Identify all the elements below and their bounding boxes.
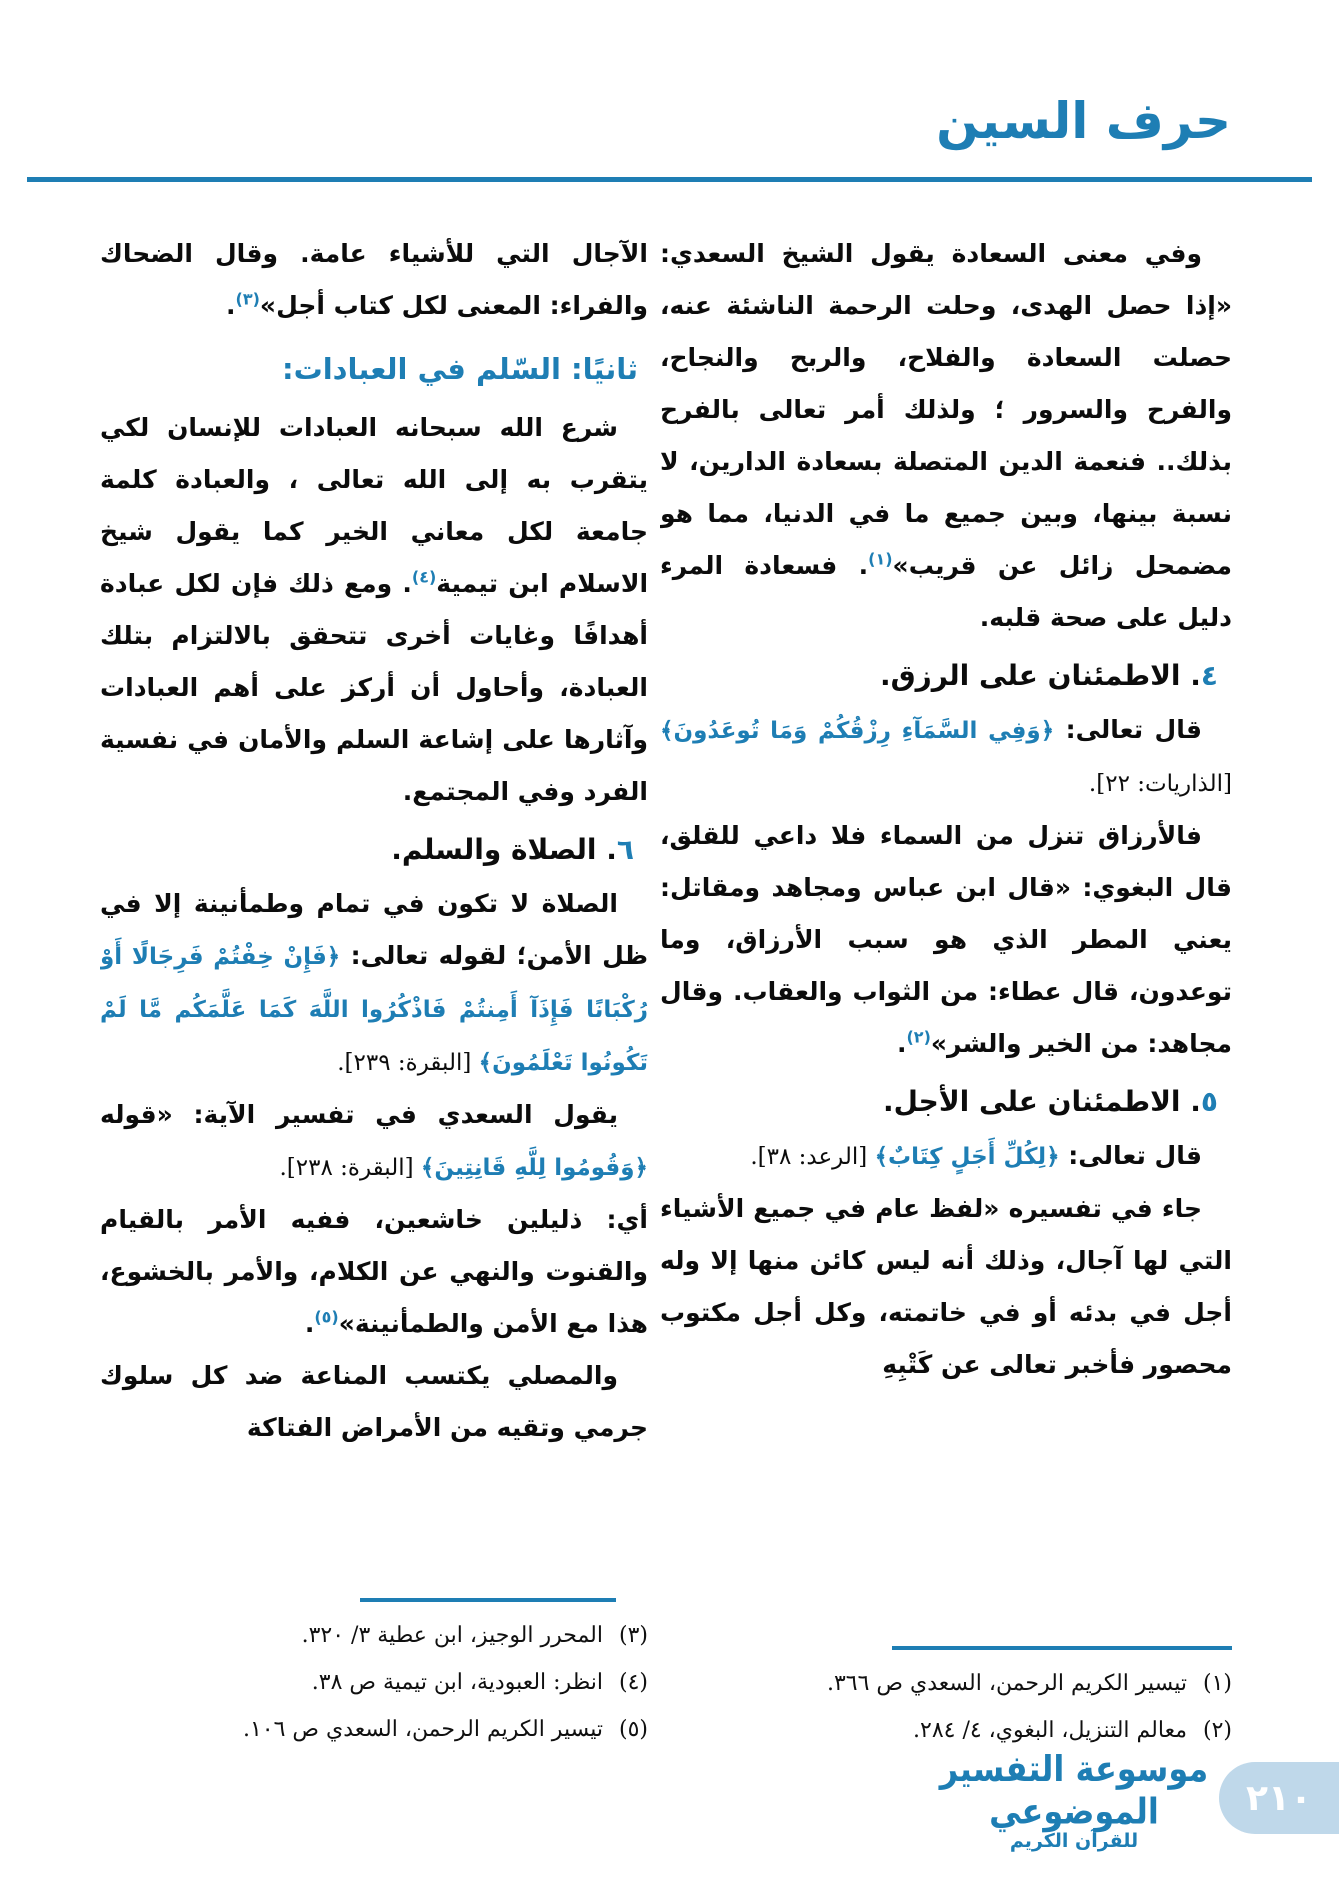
verse-reference: [البقرة: ٢٣٨]. — [279, 1155, 421, 1181]
footnote-number: (٢) — [1202, 1718, 1232, 1743]
footnote-item — [100, 1659, 648, 1706]
quran-verse: ﴿وَفِي السَّمَآءِ رِزْقُكُمْ وَمَا تُوعَدُونَ﴾ — [660, 718, 1055, 744]
heading-label: . الاطمئنان على الرزق. — [879, 659, 1201, 692]
publisher-logo — [919, 1747, 1229, 1852]
header-divider — [27, 177, 1312, 182]
page-number-badge: ٢١٠ — [1219, 1762, 1339, 1834]
heading-label: . الاطمئنان على الأجل. — [883, 1085, 1201, 1118]
footnote-marker: (١) — [868, 549, 893, 569]
footnote-divider — [892, 1646, 1232, 1650]
section-heading — [660, 1076, 1232, 1128]
footnotes-right — [660, 1646, 1232, 1754]
footnote-marker: (٢) — [906, 1027, 931, 1047]
paragraph-text: . فسعادة المرء دليل على صحة قلبه. — [660, 551, 1232, 632]
footnote-divider — [360, 1598, 616, 1602]
quran-verse: ﴿وَقُومُوا لِلَّهِ قَانِتِينَ﴾ — [420, 1155, 648, 1181]
footnote-number: (١) — [1202, 1671, 1232, 1696]
footnote-number: (٣) — [618, 1623, 648, 1648]
footnote-text: معالم التنزيل، البغوي، ٤/ ٢٨٤. — [913, 1718, 1187, 1743]
section-heading — [660, 650, 1232, 702]
footnote-marker: (٥) — [314, 1307, 339, 1327]
paragraph: جاء في تفسيره «لفظ عام في جميع الأشياء التي لها آجال، وذلك أنه ليس كائن منها إلا وله أجل في بدئه أو في خاتمته، وكل أجل مكتوب محصور فأخبر تعالى عن كَتْبِهِ — [660, 1194, 1232, 1379]
paragraph-text: . ومع ذلك فإن لكل عبادة أهدافًا وغايات أخرى تتحقق بالالتزام بتلك العبادة، وأحاول أن أركز على أهم العبادات وآثارها على إشاعة السلم والأمان في نفسية الفرد وفي المجتمع. — [100, 569, 648, 806]
paragraph: والمصلي يكتسب المناعة ضد كل سلوك جرمي وتقيه من الأمراض الفتاكة — [100, 1361, 648, 1442]
footnote-item — [100, 1706, 648, 1753]
verse-paragraph — [100, 1089, 648, 1194]
verse-intro: الصلاة لا تكون في تمام وطمأنينة إلا في ظل الأمن؛ لقوله تعالى: — [100, 889, 648, 970]
footnote-marker: (٣) — [235, 289, 260, 309]
footnote-number: (٤) — [618, 1670, 648, 1695]
footnote-item — [660, 1660, 1232, 1707]
paragraph — [100, 228, 648, 332]
footnotes-left — [100, 1598, 648, 1753]
chapter-title: حرف السين — [936, 92, 1231, 150]
footnote-text: المحرر الوجيز، ابن عطية ٣/ ٣٢٠. — [301, 1623, 603, 1648]
footnote-number: (٥) — [618, 1717, 648, 1742]
left-column — [100, 228, 648, 1600]
heading-number: ٥ — [1200, 1085, 1218, 1118]
paragraph — [100, 402, 648, 818]
quran-verse: ﴿فَإِنْ خِفْتُمْ فَرِجَالًا أَوْ رُكْبَانًا فَإِذَآ أَمِنتُمْ فَاذْكُرُوا اللَّهَ كَمَا عَلَّمَكُم مَّا لَمْ تَكُونُوا تَعْلَمُونَ﴾ — [100, 944, 648, 1076]
verse-reference: [البقرة: ٢٣٩]. — [337, 1050, 479, 1076]
heading-label: . الصلاة والسلم. — [391, 833, 617, 866]
section-heading — [100, 824, 648, 876]
paragraph-text: فالأرزاق تنزل من السماء فلا داعي للقلق، قال البغوي: «قال ابن عباس ومجاهد ومقاتل: يعني المطر الذي هو سبب الأرزاق، وما توعدون، قال عطاء: من الثواب والعقاب. وقال مجاهد: من الخير والشر» — [660, 821, 1232, 1058]
paragraph — [660, 810, 1232, 1070]
paragraph-text: شرع الله سبحانه العبادات للإنسان لكي يتقرب به إلى الله تعالى ، والعبادة كلمة جامعة لكل معاني الخير كما يقول شيخ الاسلام ابن تيمية — [100, 413, 648, 598]
verse-reference: [الذاريات: ٢٢]. — [1088, 771, 1232, 797]
paragraph-text: . — [226, 291, 236, 320]
verse-intro: قال تعالى: — [1054, 715, 1202, 744]
paragraph-text: وفي معنى السعادة يقول الشيخ السعدي: «إذا حصل الهدى، وحلت الرحمة الناشئة عنه، حصلت السعادة والفلاح، والربح والنجاح، والفرح والسرور ؛ ولذلك أمر تعالى بالفرح بذلك.. فنعمة الدين المتصلة بسعادة الدارين، لا نسبة بينها، وبين جميع ما في الدنيا، مما هو مضمحل زائل عن قريب» — [660, 239, 1232, 580]
verse-paragraph — [100, 878, 648, 1089]
footnote-text: تيسير الكريم الرحمن، السعدي ص ١٠٦. — [242, 1717, 603, 1742]
logo-title: موسوعة التفسير الموضوعي — [939, 1747, 1209, 1833]
verse-reference: [الرعد: ٣٨]. — [750, 1144, 875, 1170]
paragraph-text: الآجال التي للأشياء عامة. وقال الضحاك والفراء: المعنى لكل كتاب أجل» — [100, 239, 648, 320]
heading-number: ٦ — [616, 833, 634, 866]
subsection-heading: ثانيًا: السّلم في العبادات: — [281, 352, 638, 386]
paragraph-text: . — [896, 1029, 907, 1058]
verse-intro: يقول السعدي في تفسير الآية: «قوله — [100, 1100, 618, 1129]
footnote-item — [100, 1612, 648, 1659]
heading-number: ٤ — [1200, 659, 1218, 692]
right-column — [660, 228, 1232, 1644]
paragraph-text: . — [304, 1309, 315, 1338]
quran-verse: ﴿لِكُلِّ أَجَلٍ كِتَابٌ﴾ — [874, 1144, 1060, 1170]
logo-subtitle: للقرآن الكريم — [1009, 1830, 1139, 1852]
footnote-text: تيسير الكريم الرحمن، السعدي ص ٣٦٦. — [826, 1671, 1187, 1696]
verse-intro: قال تعالى: — [1059, 1141, 1202, 1170]
verse-paragraph — [660, 704, 1232, 810]
footnote-marker: (٤) — [411, 567, 437, 587]
paragraph — [660, 228, 1232, 644]
paragraph-text: أي: ذليلين خاشعين، ففيه الأمر بالقيام والقنوت والنهي عن الكلام، والأمر بالخشوع، هذا مع الأمن والطمأنينة» — [100, 1205, 648, 1338]
footnote-text: انظر: العبودية، ابن تيمية ص ٣٨. — [311, 1670, 603, 1695]
paragraph — [100, 1194, 648, 1350]
verse-paragraph — [660, 1130, 1232, 1183]
